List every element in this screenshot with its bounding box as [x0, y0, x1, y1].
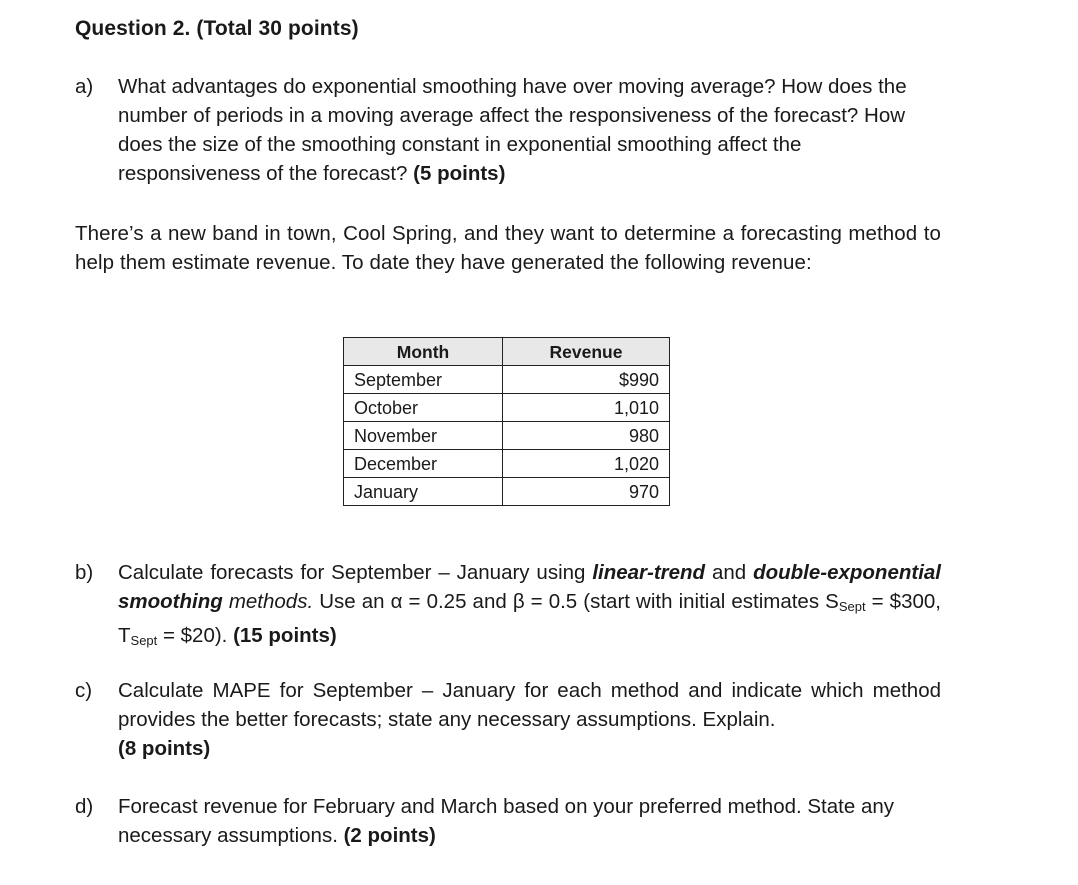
part-c-text: Calculate MAPE for September – January for each method and indicate which method provides the better forecasts; state any necessary assumptions. Explain.: [118, 679, 941, 731]
part-d-label: d): [75, 795, 94, 818]
table-row: [344, 394, 670, 422]
part-b-text-8: = $20).: [157, 624, 228, 647]
part-a-points: (5 points): [413, 162, 506, 185]
part-d-text-block: [118, 792, 941, 850]
part-d: [75, 792, 941, 850]
part-c-label: c): [75, 679, 93, 702]
part-b-subscript-sept-2: Sept: [130, 633, 158, 648]
revenue-cell: $990: [503, 366, 670, 394]
part-b-method-linear-trend: linear-trend: [592, 561, 706, 584]
table-row: [344, 366, 670, 394]
part-a-label: a): [75, 75, 94, 98]
revenue-cell: 1,020: [503, 450, 670, 478]
table-header-row: [344, 338, 670, 366]
part-b-method-double-exponential: double-exponential smoothing: [118, 561, 941, 613]
table-row: [344, 450, 670, 478]
part-b-text-7: = $300, T: [118, 590, 941, 647]
revenue-cell: 980: [503, 422, 670, 450]
question-title: Question 2. (Total 30 points): [75, 17, 359, 40]
revenue-table: [343, 337, 670, 506]
part-b: [75, 558, 941, 655]
part-b-text-3: and: [705, 561, 754, 584]
part-b-text-block: [118, 558, 941, 655]
month-cell: November: [344, 422, 503, 450]
part-b-text-5: methods.: [222, 590, 314, 613]
part-d-text: Forecast revenue for February and March based on your preferred method. State any necessary assumptions.: [118, 795, 894, 847]
part-b-label: b): [75, 561, 94, 584]
revenue-cell: 970: [503, 478, 670, 506]
part-d-points: (2 points): [343, 824, 436, 847]
part-c: [75, 676, 941, 763]
month-cell: October: [344, 394, 503, 422]
part-c-text-block: [118, 676, 941, 763]
table-row: [344, 478, 670, 506]
part-a: [75, 72, 941, 188]
part-c-points: (8 points): [118, 737, 211, 760]
revenue-cell: 1,010: [503, 394, 670, 422]
table-row: [344, 422, 670, 450]
part-a-text-block: [118, 72, 941, 188]
month-cell: December: [344, 450, 503, 478]
part-b-text-6: Use an α = 0.25 and β = 0.5 (start with initial estimates S: [313, 590, 839, 613]
part-b-text-1: Calculate forecasts for September – January using: [118, 561, 593, 584]
month-cell: January: [344, 478, 503, 506]
revenue-column-header: Revenue: [503, 338, 670, 366]
month-column-header: Month: [344, 338, 503, 366]
part-b-subscript-sept-1: Sept: [838, 599, 866, 614]
intro-paragraph: There’s a new band in town, Cool Spring, and they want to determine a forecasting method to help them estimate revenue. To date they have generated the following revenue:: [75, 222, 941, 274]
part-a-text: What advantages do exponential smoothing have over moving average? How does the number of periods in a moving average affect the responsiveness of the forecast? How does the size of the smoothing constant in exponential smoothing affect the responsiveness of the forecast?: [118, 75, 907, 185]
month-cell: September: [344, 366, 503, 394]
part-b-points: (15 points): [233, 624, 337, 647]
